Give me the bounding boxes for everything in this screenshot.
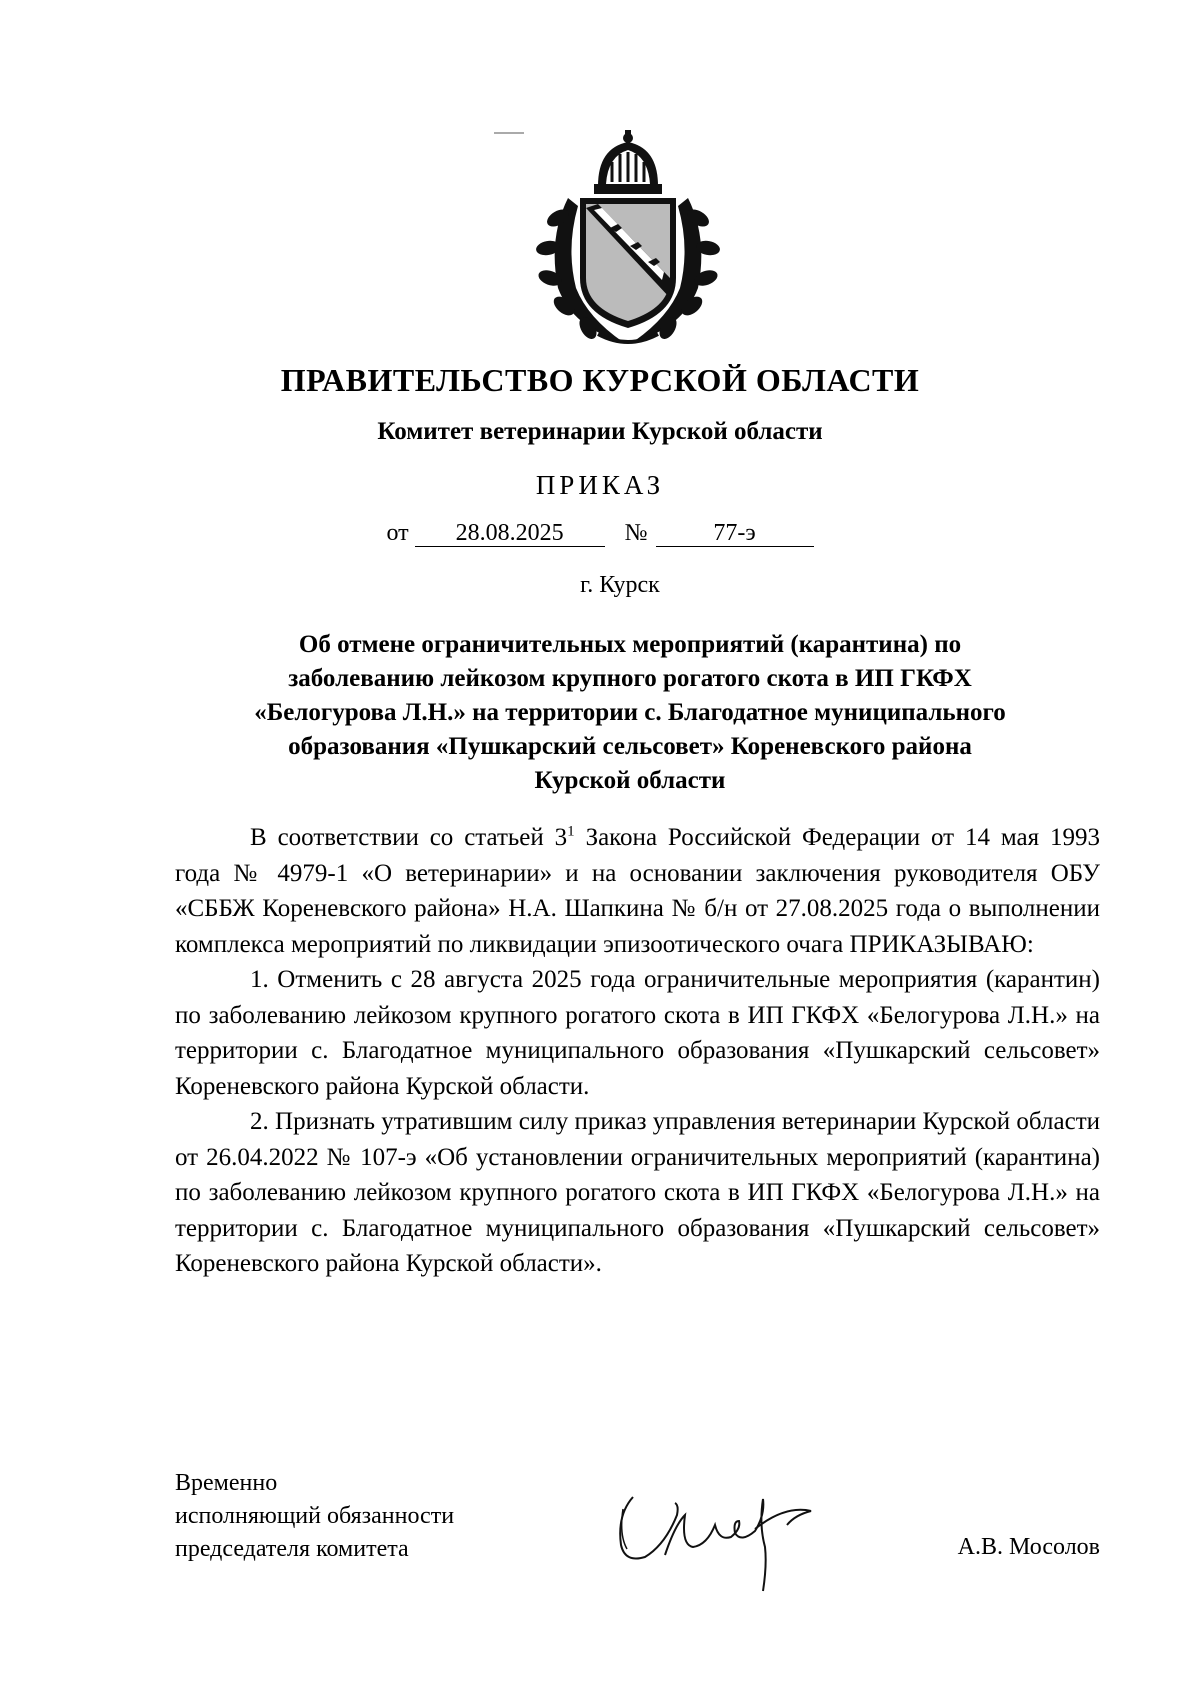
title-line: Об отмене ограничительных мероприятий (карантина) по <box>298 631 962 658</box>
scan-mark <box>494 132 524 134</box>
order-item-2: 2. Признать утратившим силу приказ управления ветеринарии Курской области от 26.04.2022 № 107-э «Об установлении ограничительных мероприятий (карантина) по заболеванию лейкозом крупного рогатого скота в ИП ГКФХ «Белогурова Л.Н.» на территории с. Благодатное муниципального образования «Пушкарский сельсовет» Кореневского района Курской области». <box>175 1108 1100 1277</box>
article-superscript: 1 <box>567 823 575 840</box>
position-line: председателя комитета <box>175 1536 409 1562</box>
order-item-1: 1. Отменить с 28 августа 2025 года ограничительные мероприятия (карантин) по заболеванию лейкозом крупного рогатого скота в ИП ГКФХ «Белогурова Л.Н.» на территории с. Благодатное муниципального образования «Пушкарский сельсовет» Кореневского района Курской области. <box>175 966 1100 1100</box>
handwritten-signature-icon <box>615 1485 855 1605</box>
title-line: образования «Пушкарский сельсовет» Кореневского района <box>288 733 972 760</box>
position-line: Временно <box>175 1470 278 1496</box>
city: г. Курск <box>580 572 660 598</box>
from-label: от <box>386 520 409 546</box>
number-label: № <box>624 520 648 546</box>
committee-name: Комитет ветеринарии Курской области <box>377 418 823 445</box>
title-line: «Белогурова Л.Н.» на территории с. Благодатное муниципального <box>254 699 1006 726</box>
document-body <box>175 820 1100 1282</box>
government-title: ПРАВИТЕЛЬСТВО КУРСКОЙ ОБЛАСТИ <box>280 362 920 398</box>
title-line: заболеванию лейкозом крупного рогатого скота в ИП ГКФХ <box>288 665 972 692</box>
order-date: 28.08.2025 <box>415 520 605 547</box>
order-number: 77-э <box>656 520 814 547</box>
preamble-paragraph: В соответствии со статьей $3^1$ Закона Российской Федерации от 14 мая 1993 года № 4979-1 «О ветеринарии» и на основании заключения руководителя ОБУ «СББЖ Кореневского района» Н.А. Шапкина № б/н от 27.08.2025 года о выполнении комплекса мероприятий по ликвидации эпизоотического очага ПРИКАЗЫВАЮ: <box>175 823 1100 958</box>
coat-of-arms-icon <box>528 128 728 350</box>
position-line: исполняющий обязанности <box>175 1503 455 1529</box>
document-title <box>180 628 1080 798</box>
signatory-position <box>175 1467 454 1566</box>
title-line: Курской области <box>534 767 726 794</box>
signatory-name: А.В. Мосолов <box>957 1534 1100 1560</box>
date-number-line <box>0 520 1200 547</box>
document-type: ПРИКАЗ <box>535 470 665 500</box>
shield-icon <box>580 198 676 328</box>
crown-icon <box>594 130 662 194</box>
